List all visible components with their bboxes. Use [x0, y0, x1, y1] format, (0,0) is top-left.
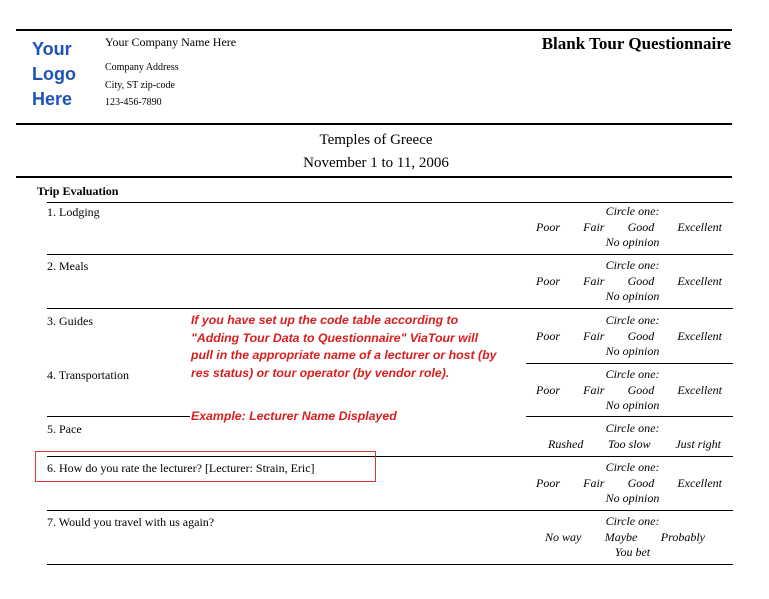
rating-options — [530, 421, 735, 452]
row-divider — [47, 416, 190, 417]
circle-one-label: Circle one: — [605, 514, 660, 528]
rating-option[interactable]: Good — [627, 475, 655, 490]
rating-option[interactable]: Fair — [583, 475, 605, 490]
rating-option[interactable]: Poor — [536, 328, 560, 343]
rating-options — [530, 313, 735, 360]
rating-options — [530, 258, 735, 305]
circle-one-label: Circle one: — [605, 313, 660, 327]
question-label: 2. Meals — [47, 259, 89, 273]
rating-option[interactable]: Excellent — [677, 219, 722, 234]
rating-option[interactable]: No opinion — [605, 398, 660, 412]
rating-option[interactable]: No opinion — [605, 289, 660, 303]
rating-option[interactable]: No way — [545, 529, 582, 544]
rating-option[interactable]: No opinion — [605, 344, 660, 358]
rating-option[interactable]: Poor — [536, 219, 560, 234]
rating-options — [530, 460, 735, 507]
annotation-example: Example: Lecturer Name Displayed — [191, 409, 397, 423]
rating-options — [530, 514, 735, 561]
rating-options — [530, 367, 735, 414]
rating-option[interactable]: Just right — [675, 436, 721, 451]
rating-option[interactable]: No opinion — [605, 235, 660, 249]
tour-name: Temples of Greece — [319, 132, 433, 148]
logo-line: Logo — [32, 64, 76, 84]
rating-option[interactable]: You bet — [614, 545, 651, 559]
row-divider — [47, 308, 733, 309]
top-rule — [16, 29, 732, 31]
rating-option[interactable]: Excellent — [677, 328, 722, 343]
section-title: Trip Evaluation — [37, 184, 119, 198]
question-label-lecturer: 6. How do you rate the lecturer? [Lecturer: Strain, Eric] — [47, 461, 315, 475]
logo — [32, 37, 102, 112]
company-name: Your Company Name Here — [105, 35, 237, 49]
rating-option[interactable]: Good — [627, 219, 655, 234]
company-address: Company Address — [105, 62, 179, 73]
rating-option[interactable]: Good — [627, 273, 655, 288]
annotation-line: If you have set up the code table according to — [191, 313, 459, 327]
rating-option[interactable]: Rushed — [548, 436, 584, 451]
tour-dates: November 1 to 11, 2006 — [303, 155, 449, 171]
rating-option[interactable]: Fair — [583, 219, 605, 234]
title-rule — [16, 176, 732, 178]
rating-option[interactable]: Probably — [660, 529, 705, 544]
rating-option[interactable]: Fair — [583, 382, 605, 397]
rating-option[interactable]: Fair — [583, 273, 605, 288]
row-divider — [47, 564, 733, 565]
document-title: Blank Tour Questionnaire — [541, 34, 731, 53]
rating-option[interactable]: Excellent — [677, 382, 722, 397]
circle-one-label: Circle one: — [605, 367, 660, 381]
annotation-note — [191, 312, 496, 382]
circle-one-label: Circle one: — [605, 204, 660, 218]
question-label: 7. Would you travel with us again? — [47, 515, 215, 529]
logo-line: Here — [32, 89, 73, 109]
rating-option[interactable]: Fair — [583, 328, 605, 343]
lecturer-highlight-box — [35, 451, 376, 482]
annotation-line: pull in the appropriate name of a lecturer or host (by — [191, 348, 497, 362]
rating-option[interactable]: Poor — [536, 382, 560, 397]
question-label: 3. Guides — [47, 314, 93, 328]
rating-option[interactable]: Too slow — [608, 436, 651, 451]
rating-option[interactable]: Excellent — [677, 273, 722, 288]
rating-option[interactable]: No opinion — [605, 491, 660, 505]
company-city: City, ST zip-code — [105, 80, 175, 91]
circle-one-label: Circle one: — [605, 421, 660, 435]
rating-option[interactable]: Poor — [536, 273, 560, 288]
row-divider — [526, 363, 733, 364]
rating-options — [530, 204, 735, 251]
rating-option[interactable]: Good — [627, 328, 655, 343]
row-divider — [526, 416, 733, 417]
annotation-line: "Adding Tour Data to Questionnaire" ViaTour will — [191, 330, 478, 345]
header-rule — [16, 123, 732, 125]
question-label: 5. Pace — [47, 422, 82, 436]
row-divider — [47, 202, 733, 203]
circle-one-label: Circle one: — [605, 258, 660, 272]
annotation-line: res status) or tour operator (by vendor role). — [191, 365, 450, 380]
question-label: 1. Lodging — [47, 205, 100, 219]
company-phone: 123-456-7890 — [105, 97, 162, 108]
rating-option[interactable]: Maybe — [604, 529, 638, 544]
question-label: 4. Transportation — [47, 368, 130, 382]
circle-one-label: Circle one: — [605, 460, 660, 474]
logo-line: Your — [32, 39, 72, 59]
rating-option[interactable]: Poor — [536, 475, 560, 490]
row-divider — [47, 254, 733, 255]
rating-option[interactable]: Excellent — [677, 475, 722, 490]
row-divider — [47, 510, 733, 511]
rating-option[interactable]: Good — [627, 382, 655, 397]
